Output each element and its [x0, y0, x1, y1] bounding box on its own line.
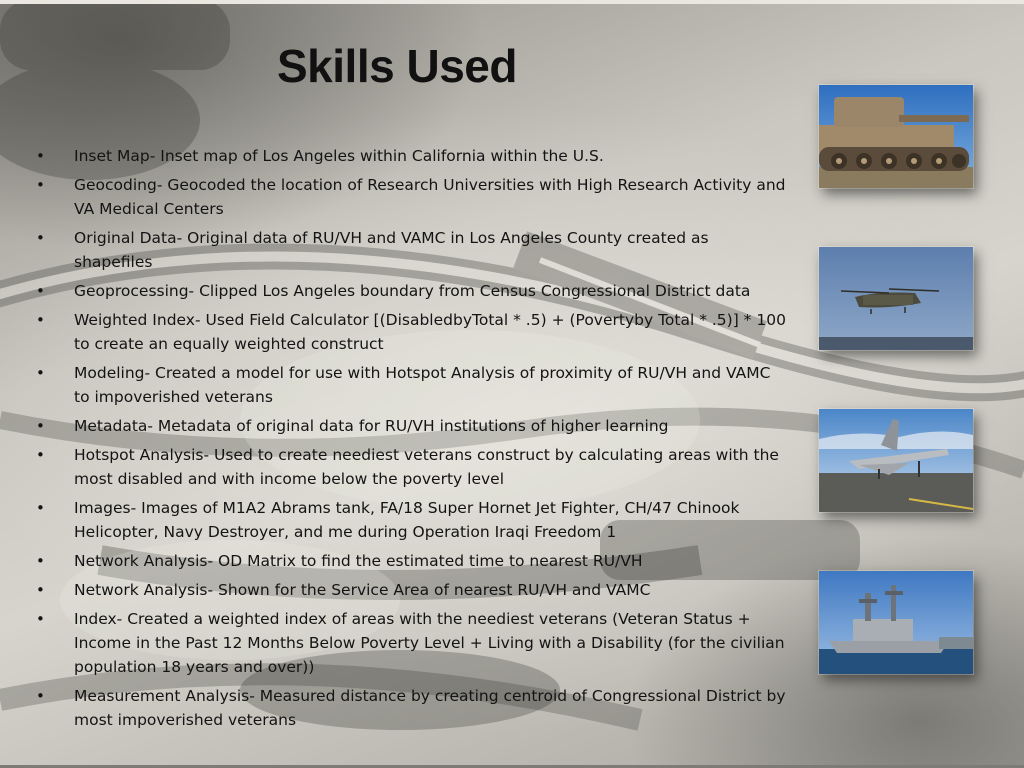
list-item-text: Original Data- Original data of RU/VH and VAMC in Los Angeles County created as shapefiles	[74, 229, 709, 271]
list-item-text: Hotspot Analysis- Used to create neediest veterans construct by calculating areas with the most disabled and with income below the poverty level	[74, 446, 779, 488]
bullet-icon: •	[36, 229, 45, 247]
list-item	[36, 361, 788, 409]
list-item	[36, 684, 788, 732]
bullet-icon: •	[36, 581, 45, 599]
list-item	[36, 443, 788, 491]
list-item	[36, 549, 788, 573]
list-item-text: Metadata- Metadata of original data for RU/VH institutions of higher learning	[74, 417, 669, 435]
list-item	[36, 279, 788, 303]
list-item-text: Geocoding- Geocoded the location of Research Universities with High Research Activity and VA Medical Centers	[74, 176, 786, 218]
bullet-icon: •	[36, 311, 45, 329]
list-item	[36, 578, 788, 602]
helicopter-image	[819, 247, 973, 350]
top-border	[0, 0, 1024, 4]
list-item-text: Images- Images of M1A2 Abrams tank, FA/18 Super Hornet Jet Fighter, CH/47 Chinook Helicopter, Navy Destroyer, and me during Operation Iraqi Freedom 1	[74, 499, 740, 541]
list-item	[36, 414, 788, 438]
list-item	[36, 308, 788, 356]
list-item-text: Measurement Analysis- Measured distance by creating centroid of Congressional District by most impoverished veterans	[74, 687, 786, 729]
helicopter-photo	[819, 247, 973, 350]
list-item	[36, 496, 788, 544]
bullet-icon: •	[36, 417, 45, 435]
bullet-icon: •	[36, 364, 45, 382]
bullet-icon: •	[36, 687, 45, 705]
slide-title: Skills Used	[277, 40, 517, 92]
bullet-icon: •	[36, 446, 45, 464]
list-item-text: Network Analysis- OD Matrix to find the estimated time to nearest RU/VH	[74, 552, 643, 570]
list-item-text: Weighted Index- Used Field Calculator [(DisabledbyTotal * .5) + (Povertyby Total * .5)] * 100 to create an equally weighted construct	[74, 311, 786, 353]
skills-list	[36, 144, 788, 737]
bullet-icon: •	[36, 610, 45, 628]
list-item-text: Network Analysis- Shown for the Service Area of nearest RU/VH and VAMC	[74, 581, 651, 599]
list-item-text: Inset Map- Inset map of Los Angeles within California within the U.S.	[74, 147, 604, 165]
bullet-icon: •	[36, 282, 45, 300]
list-item	[36, 226, 788, 274]
bullet-icon: •	[36, 176, 45, 194]
jet-fighter-image	[819, 409, 973, 512]
list-item	[36, 173, 788, 221]
bullet-icon: •	[36, 147, 45, 165]
destroyer-photo	[819, 571, 973, 674]
tank-image	[819, 85, 973, 188]
bullet-icon: •	[36, 499, 45, 517]
destroyer-image	[819, 571, 973, 674]
list-item	[36, 607, 788, 679]
bullet-icon: •	[36, 552, 45, 570]
list-item-text: Modeling- Created a model for use with Hotspot Analysis of proximity of RU/VH and VAMC to impoverished veterans	[74, 364, 771, 406]
tank-photo	[819, 85, 973, 188]
jet-fighter-photo	[819, 409, 973, 512]
list-item-text: Geoprocessing- Clipped Los Angeles boundary from Census Congressional District data	[74, 282, 751, 300]
list-item-text: Index- Created a weighted index of areas with the neediest veterans (Veteran Status + Income in the Past 12 Months Below Poverty Level + Living with a Disability (for the civilian population 18 years and over))	[74, 610, 785, 676]
list-item	[36, 144, 788, 168]
